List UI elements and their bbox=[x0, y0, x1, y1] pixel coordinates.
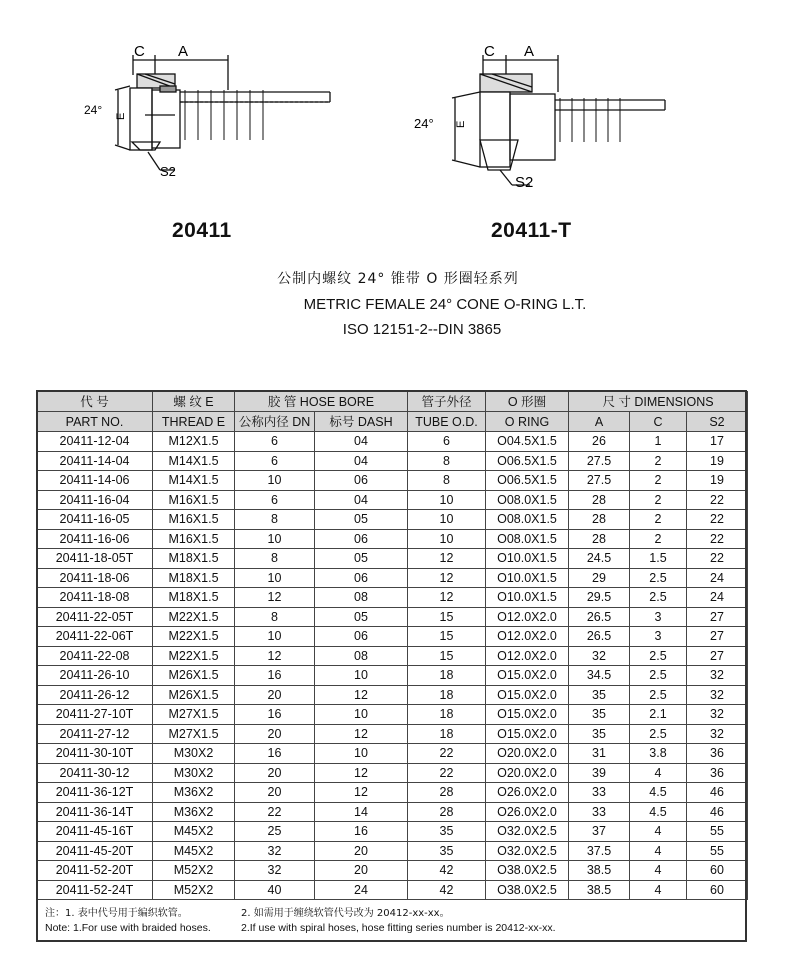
table-cell: 20411-18-06 bbox=[37, 568, 153, 588]
table-cell: 12 bbox=[315, 724, 408, 744]
header-tube-od-zh: 管子外径 bbox=[408, 392, 486, 412]
table-cell: 20411-36-14T bbox=[37, 802, 153, 822]
table-cell: 14 bbox=[315, 802, 408, 822]
table-cell: 10 bbox=[408, 529, 486, 549]
table-cell: O12.0X2.0 bbox=[486, 607, 569, 627]
header-part-no-zh: 代 号 bbox=[37, 392, 153, 412]
header-s2: S2 bbox=[687, 412, 748, 432]
table-cell: 16 bbox=[315, 822, 408, 842]
header-a: A bbox=[569, 412, 630, 432]
table-cell: 20411-12-04 bbox=[37, 432, 153, 452]
table-cell: M22X1.5 bbox=[153, 646, 235, 666]
table-row bbox=[37, 724, 748, 744]
table-cell: 25 bbox=[235, 822, 315, 842]
table-cell: O06.5X1.5 bbox=[486, 451, 569, 471]
table-cell: 24 bbox=[315, 880, 408, 900]
table-cell: O15.0X2.0 bbox=[486, 685, 569, 705]
table-cell: 32 bbox=[687, 724, 748, 744]
table-cell: 32 bbox=[235, 841, 315, 861]
table-cell: O26.0X2.0 bbox=[486, 802, 569, 822]
table-cell: M52X2 bbox=[153, 861, 235, 881]
table-cell: 36 bbox=[687, 744, 748, 764]
table-cell: 6 bbox=[235, 432, 315, 452]
table-cell: 2.5 bbox=[630, 724, 687, 744]
table-cell: M27X1.5 bbox=[153, 705, 235, 725]
header-thread-zh: 螺 纹 E bbox=[153, 392, 235, 412]
table-cell: 27 bbox=[687, 646, 748, 666]
table-cell: 20411-26-10 bbox=[37, 666, 153, 686]
note-1-chinese: 注：1. 表中代号用于编织软管。 bbox=[45, 908, 188, 919]
table-cell: M18X1.5 bbox=[153, 588, 235, 608]
table-header-row-2 bbox=[37, 412, 748, 432]
note-1-english: Note: 1.For use with braided hoses. bbox=[45, 922, 211, 934]
table-row bbox=[37, 432, 748, 452]
table-cell: M36X2 bbox=[153, 783, 235, 803]
table-cell: 12 bbox=[408, 568, 486, 588]
table-cell: 2 bbox=[630, 529, 687, 549]
table-cell: 05 bbox=[315, 607, 408, 627]
table-cell: 32 bbox=[569, 646, 630, 666]
table-cell: 04 bbox=[315, 490, 408, 510]
table-cell: 2.5 bbox=[630, 685, 687, 705]
table-cell: 2.5 bbox=[630, 568, 687, 588]
table-cell: 6 bbox=[235, 451, 315, 471]
header-dn: 公称内径 DN bbox=[235, 412, 315, 432]
table-cell: 20411-30-10T bbox=[37, 744, 153, 764]
table-cell: 12 bbox=[315, 763, 408, 783]
table-cell: 20411-16-05 bbox=[37, 510, 153, 530]
table-cell: M36X2 bbox=[153, 802, 235, 822]
table-cell: 46 bbox=[687, 802, 748, 822]
model-label-20411-t: 20411-T bbox=[491, 219, 572, 242]
table-cell: 1 bbox=[630, 432, 687, 452]
header-o-ring-zh: O 形圈 bbox=[486, 392, 569, 412]
table-cell: O15.0X2.0 bbox=[486, 724, 569, 744]
table-cell: M30X2 bbox=[153, 763, 235, 783]
table-cell: 4 bbox=[630, 880, 687, 900]
table-cell: M26X1.5 bbox=[153, 666, 235, 686]
table-cell: 16 bbox=[235, 666, 315, 686]
table-cell: 20411-27-12 bbox=[37, 724, 153, 744]
table-cell: O20.0X2.0 bbox=[486, 763, 569, 783]
header-tube-od: TUBE O.D. bbox=[408, 412, 486, 432]
table-row bbox=[37, 822, 748, 842]
table-cell: 10 bbox=[315, 666, 408, 686]
table-cell: 22 bbox=[687, 549, 748, 569]
table-cell: 34.5 bbox=[569, 666, 630, 686]
table-cell: M12X1.5 bbox=[153, 432, 235, 452]
svg-text:A: A bbox=[524, 43, 535, 60]
table-cell: M52X2 bbox=[153, 880, 235, 900]
table-cell: 20411-30-12 bbox=[37, 763, 153, 783]
table-cell: 20411-16-06 bbox=[37, 529, 153, 549]
table-cell: 12 bbox=[408, 549, 486, 569]
table-cell: 04 bbox=[315, 451, 408, 471]
table-cell: 20411-22-06T bbox=[37, 627, 153, 647]
table-cell: 3 bbox=[630, 607, 687, 627]
fitting-drawing-20411-t bbox=[400, 30, 720, 200]
svg-text:24°: 24° bbox=[84, 103, 103, 117]
table-cell: 27 bbox=[687, 607, 748, 627]
table-cell: 20411-22-08 bbox=[37, 646, 153, 666]
table-cell: 29 bbox=[569, 568, 630, 588]
svg-text:C: C bbox=[134, 43, 145, 60]
table-cell: 20411-45-16T bbox=[37, 822, 153, 842]
table-cell: 33 bbox=[569, 783, 630, 803]
table-cell: 20411-16-04 bbox=[37, 490, 153, 510]
table-cell: 16 bbox=[235, 705, 315, 725]
table-notes bbox=[36, 900, 747, 941]
standard-reference: ISO 12151-2--DIN 3865 bbox=[342, 321, 502, 338]
table-cell: 8 bbox=[235, 510, 315, 530]
table-cell: 20411-27-10T bbox=[37, 705, 153, 725]
table-row bbox=[37, 646, 748, 666]
table-cell: 20411-18-08 bbox=[37, 588, 153, 608]
table-cell: 20 bbox=[235, 724, 315, 744]
table-cell: 26 bbox=[569, 432, 630, 452]
table-cell: M18X1.5 bbox=[153, 549, 235, 569]
table-cell: O12.0X2.0 bbox=[486, 627, 569, 647]
table-cell: O08.0X1.5 bbox=[486, 510, 569, 530]
table-cell: 20411-36-12T bbox=[37, 783, 153, 803]
table-cell: 2.5 bbox=[630, 666, 687, 686]
table-cell: 2 bbox=[630, 471, 687, 491]
table-cell: 20411-52-24T bbox=[37, 880, 153, 900]
table-cell: 17 bbox=[687, 432, 748, 452]
table-cell: M16X1.5 bbox=[153, 510, 235, 530]
series-title-chinese: 公制内螺纹 24° 锥带 O 形圈轻系列 bbox=[277, 271, 519, 287]
table-cell: O15.0X2.0 bbox=[486, 705, 569, 725]
header-c: C bbox=[630, 412, 687, 432]
table-cell: 8 bbox=[408, 471, 486, 491]
table-cell: 55 bbox=[687, 841, 748, 861]
table-cell: 2.5 bbox=[630, 588, 687, 608]
table-row bbox=[37, 471, 748, 491]
table-cell: 38.5 bbox=[569, 861, 630, 881]
table-cell: 18 bbox=[408, 685, 486, 705]
table-cell: 8 bbox=[235, 607, 315, 627]
table-cell: 19 bbox=[687, 471, 748, 491]
table-cell: 60 bbox=[687, 880, 748, 900]
table-row bbox=[37, 451, 748, 471]
table-cell: 28 bbox=[408, 783, 486, 803]
table-cell: 6 bbox=[408, 432, 486, 452]
table-cell: O08.0X1.5 bbox=[486, 529, 569, 549]
table-row bbox=[37, 744, 748, 764]
table-cell: 2.5 bbox=[630, 646, 687, 666]
table-cell: 3.8 bbox=[630, 744, 687, 764]
table-row bbox=[37, 763, 748, 783]
table-cell: 32 bbox=[687, 666, 748, 686]
table-cell: O32.0X2.5 bbox=[486, 841, 569, 861]
table-row bbox=[37, 510, 748, 530]
table-cell: M14X1.5 bbox=[153, 471, 235, 491]
table-cell: 22 bbox=[408, 763, 486, 783]
table-cell: O12.0X2.0 bbox=[486, 646, 569, 666]
table-cell: 31 bbox=[569, 744, 630, 764]
table-row bbox=[37, 880, 748, 900]
table-cell: M22X1.5 bbox=[153, 627, 235, 647]
table-cell: 20411-22-05T bbox=[37, 607, 153, 627]
table-row bbox=[37, 607, 748, 627]
table-cell: O38.0X2.5 bbox=[486, 880, 569, 900]
table-cell: 2 bbox=[630, 510, 687, 530]
table-cell: O06.5X1.5 bbox=[486, 471, 569, 491]
table-cell: M30X2 bbox=[153, 744, 235, 764]
table-cell: 8 bbox=[408, 451, 486, 471]
table-cell: O15.0X2.0 bbox=[486, 666, 569, 686]
table-cell: O08.0X1.5 bbox=[486, 490, 569, 510]
table-cell: 08 bbox=[315, 588, 408, 608]
header-dash: 标号 DASH bbox=[315, 412, 408, 432]
table-cell: O10.0X1.5 bbox=[486, 588, 569, 608]
table-cell: 22 bbox=[687, 490, 748, 510]
table-row bbox=[37, 588, 748, 608]
svg-text:S2: S2 bbox=[515, 174, 534, 191]
table-cell: 22 bbox=[687, 529, 748, 549]
table-cell: 28 bbox=[569, 490, 630, 510]
table-cell: 39 bbox=[569, 763, 630, 783]
table-cell: 24 bbox=[687, 568, 748, 588]
table-cell: M16X1.5 bbox=[153, 490, 235, 510]
table-cell: 20411-52-20T bbox=[37, 861, 153, 881]
table-cell: 4.5 bbox=[630, 783, 687, 803]
table-row bbox=[37, 529, 748, 549]
table-cell: 4.5 bbox=[630, 802, 687, 822]
table-cell: O04.5X1.5 bbox=[486, 432, 569, 452]
table-cell: 06 bbox=[315, 568, 408, 588]
table-cell: 35 bbox=[569, 705, 630, 725]
table-cell: 15 bbox=[408, 646, 486, 666]
table-cell: 27.5 bbox=[569, 451, 630, 471]
table-row bbox=[37, 841, 748, 861]
table-row bbox=[37, 549, 748, 569]
table-cell: 42 bbox=[408, 880, 486, 900]
table-cell: 16 bbox=[235, 744, 315, 764]
fitting-drawing-20411 bbox=[60, 30, 360, 200]
table-cell: 12 bbox=[315, 685, 408, 705]
model-label-20411: 20411 bbox=[172, 219, 232, 242]
table-cell: 55 bbox=[687, 822, 748, 842]
table-cell: 08 bbox=[315, 646, 408, 666]
table-cell: 12 bbox=[235, 646, 315, 666]
table-cell: O10.0X1.5 bbox=[486, 549, 569, 569]
table-cell: 2.1 bbox=[630, 705, 687, 725]
table-cell: 35 bbox=[408, 841, 486, 861]
header-hose-bore: 胶 管 HOSE BORE bbox=[235, 392, 408, 412]
table-cell: O26.0X2.0 bbox=[486, 783, 569, 803]
table-cell: 20 bbox=[235, 763, 315, 783]
table-cell: 20 bbox=[315, 841, 408, 861]
table-cell: M18X1.5 bbox=[153, 568, 235, 588]
table-cell: 28 bbox=[408, 802, 486, 822]
table-cell: 20411-26-12 bbox=[37, 685, 153, 705]
table-cell: 3 bbox=[630, 627, 687, 647]
table-cell: 4 bbox=[630, 822, 687, 842]
table-cell: 05 bbox=[315, 510, 408, 530]
table-cell: M14X1.5 bbox=[153, 451, 235, 471]
svg-text:24°: 24° bbox=[414, 116, 434, 131]
table-cell: 36 bbox=[687, 763, 748, 783]
table-cell: 35 bbox=[569, 724, 630, 744]
svg-text:C: C bbox=[484, 43, 495, 60]
table-cell: 20 bbox=[235, 783, 315, 803]
note-2-chinese: 2. 如需用于缠绕软管代号改为 20412-xx-xx。 bbox=[241, 908, 450, 919]
table-cell: 38.5 bbox=[569, 880, 630, 900]
table-cell: 12 bbox=[408, 588, 486, 608]
table-cell: 1.5 bbox=[630, 549, 687, 569]
table-cell: 2 bbox=[630, 490, 687, 510]
table-cell: 29.5 bbox=[569, 588, 630, 608]
table-cell: 46 bbox=[687, 783, 748, 803]
table-cell: 10 bbox=[315, 744, 408, 764]
table-cell: 06 bbox=[315, 627, 408, 647]
dimensions-table bbox=[36, 391, 747, 941]
table-row bbox=[37, 861, 748, 881]
table-cell: 10 bbox=[408, 510, 486, 530]
table-cell: 10 bbox=[235, 627, 315, 647]
table-row bbox=[37, 685, 748, 705]
table-cell: 28 bbox=[569, 510, 630, 530]
table-cell: 4 bbox=[630, 861, 687, 881]
table-cell: 20411-14-06 bbox=[37, 471, 153, 491]
table-cell: 26.5 bbox=[569, 627, 630, 647]
svg-text:S2: S2 bbox=[160, 164, 176, 179]
table-cell: O20.0X2.0 bbox=[486, 744, 569, 764]
table-cell: 4 bbox=[630, 841, 687, 861]
table-cell: 37.5 bbox=[569, 841, 630, 861]
table-cell: 10 bbox=[315, 705, 408, 725]
table-cell: 32 bbox=[687, 685, 748, 705]
table-cell: 27 bbox=[687, 627, 748, 647]
table-cell: 20411-18-05T bbox=[37, 549, 153, 569]
table-cell: 35 bbox=[408, 822, 486, 842]
table-cell: 20 bbox=[235, 685, 315, 705]
table-cell: 22 bbox=[235, 802, 315, 822]
table-cell: M22X1.5 bbox=[153, 607, 235, 627]
table-cell: 27.5 bbox=[569, 471, 630, 491]
table-cell: M45X2 bbox=[153, 841, 235, 861]
table-header-row-1 bbox=[37, 392, 748, 412]
table-cell: 32 bbox=[235, 861, 315, 881]
table-cell: 15 bbox=[408, 607, 486, 627]
table-cell: 04 bbox=[315, 432, 408, 452]
table-cell: 8 bbox=[235, 549, 315, 569]
table-cell: 42 bbox=[408, 861, 486, 881]
table-cell: 10 bbox=[235, 568, 315, 588]
table-cell: M16X1.5 bbox=[153, 529, 235, 549]
table-row bbox=[37, 783, 748, 803]
table-row bbox=[37, 627, 748, 647]
table-cell: 4 bbox=[630, 763, 687, 783]
table-cell: 20 bbox=[315, 861, 408, 881]
table-cell: 10 bbox=[235, 529, 315, 549]
series-title-english: METRIC FEMALE 24° CONE O-RING L.T. bbox=[303, 296, 587, 313]
svg-text:A: A bbox=[178, 43, 189, 60]
table-cell: 28 bbox=[569, 529, 630, 549]
table-cell: 06 bbox=[315, 529, 408, 549]
table-cell: 24.5 bbox=[569, 549, 630, 569]
table-cell: 6 bbox=[235, 490, 315, 510]
table-cell: O10.0X1.5 bbox=[486, 568, 569, 588]
table-cell: 18 bbox=[408, 705, 486, 725]
table-cell: 24 bbox=[687, 588, 748, 608]
table-cell: O32.0X2.5 bbox=[486, 822, 569, 842]
table-cell: 33 bbox=[569, 802, 630, 822]
svg-text:E: E bbox=[455, 120, 467, 128]
table-cell: O38.0X2.5 bbox=[486, 861, 569, 881]
table-cell: 19 bbox=[687, 451, 748, 471]
table-cell: 05 bbox=[315, 549, 408, 569]
table-row bbox=[37, 568, 748, 588]
table-cell: 15 bbox=[408, 627, 486, 647]
svg-text:E: E bbox=[115, 112, 127, 120]
table-cell: 18 bbox=[408, 724, 486, 744]
table-cell: 26.5 bbox=[569, 607, 630, 627]
table-cell: 20411-45-20T bbox=[37, 841, 153, 861]
table-cell: 22 bbox=[687, 510, 748, 530]
table-cell: 18 bbox=[408, 666, 486, 686]
table-cell: 37 bbox=[569, 822, 630, 842]
table-cell: 10 bbox=[408, 490, 486, 510]
table-row bbox=[37, 490, 748, 510]
table-cell: 20411-14-04 bbox=[37, 451, 153, 471]
table-cell: 06 bbox=[315, 471, 408, 491]
note-2-english: 2.If use with spiral hoses, hose fitting series number is 20412-xx-xx. bbox=[241, 922, 556, 934]
table-cell: 60 bbox=[687, 861, 748, 881]
header-part-no: PART NO. bbox=[37, 412, 153, 432]
table-cell: M27X1.5 bbox=[153, 724, 235, 744]
table-row bbox=[37, 802, 748, 822]
table-cell: 2 bbox=[630, 451, 687, 471]
table-cell: 40 bbox=[235, 880, 315, 900]
table-cell: M45X2 bbox=[153, 822, 235, 842]
table-row bbox=[37, 705, 748, 725]
table-cell: 22 bbox=[408, 744, 486, 764]
table-cell: 32 bbox=[687, 705, 748, 725]
table-row bbox=[37, 666, 748, 686]
table-cell: 12 bbox=[235, 588, 315, 608]
header-o-ring: O RING bbox=[486, 412, 569, 432]
table-cell: M26X1.5 bbox=[153, 685, 235, 705]
table-cell: 12 bbox=[315, 783, 408, 803]
table-cell: 10 bbox=[235, 471, 315, 491]
header-thread: THREAD E bbox=[153, 412, 235, 432]
header-dimensions: 尺 寸 DIMENSIONS bbox=[569, 392, 748, 412]
table-cell: 35 bbox=[569, 685, 630, 705]
